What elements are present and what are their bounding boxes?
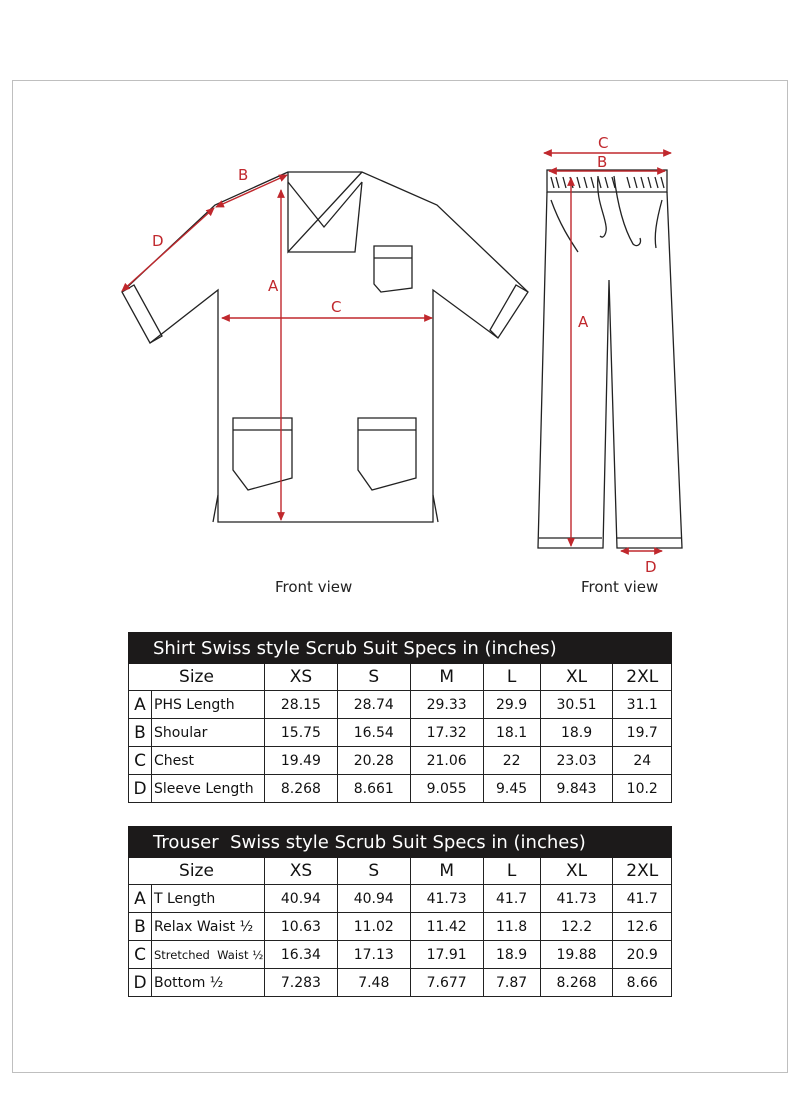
size-col: L [483, 858, 540, 885]
table-cell: 18.1 [483, 719, 540, 747]
trouser-label-a: A [578, 313, 589, 331]
table-cell: 16.34 [265, 941, 338, 969]
table-row [129, 719, 672, 747]
table-cell: 7.48 [337, 969, 410, 997]
table-cell: 15.75 [265, 719, 338, 747]
shirt-label-c: C [331, 298, 342, 316]
row-label: Chest [152, 747, 265, 775]
trouser-label-b: B [597, 153, 608, 171]
row-letter: B [129, 913, 152, 941]
table-cell: 7.677 [410, 969, 483, 997]
shirt-table-title: Shirt Swiss style Scrub Suit Specs in (inches) [129, 633, 672, 664]
table-cell: 22 [483, 747, 540, 775]
table-cell: 8.268 [265, 775, 338, 803]
table-cell: 28.74 [337, 691, 410, 719]
table-cell: 28.15 [265, 691, 338, 719]
row-label: Relax Waist ½ [152, 913, 265, 941]
size-col: XL [540, 664, 613, 691]
table-cell: 9.843 [540, 775, 613, 803]
table-cell: 11.02 [337, 913, 410, 941]
table-cell: 11.42 [410, 913, 483, 941]
trouser-label-d: D [645, 558, 657, 576]
table-cell: 11.8 [483, 913, 540, 941]
table-cell: 16.54 [337, 719, 410, 747]
size-col: 2XL [613, 664, 672, 691]
trouser-outline [538, 170, 682, 548]
shirt-caption: Front view [275, 578, 353, 596]
table-cell: 10.63 [265, 913, 338, 941]
table-cell: 19.7 [613, 719, 672, 747]
table-cell: 41.7 [613, 885, 672, 913]
shirt-label-d: D [152, 232, 164, 250]
table-cell: 23.03 [540, 747, 613, 775]
row-label: Shoular [152, 719, 265, 747]
table-cell: 41.73 [410, 885, 483, 913]
size-col: XS [265, 858, 338, 885]
table-cell: 41.7 [483, 885, 540, 913]
row-label: PHS Length [152, 691, 265, 719]
row-letter: C [129, 747, 152, 775]
table-cell: 12.2 [540, 913, 613, 941]
table-cell: 18.9 [540, 719, 613, 747]
row-label: Stretched Waist ½ [152, 941, 265, 969]
table-header-row [129, 664, 672, 691]
table-cell: 8.66 [613, 969, 672, 997]
size-col: S [337, 858, 410, 885]
table-header-row [129, 858, 672, 885]
table-cell: 17.91 [410, 941, 483, 969]
table-cell: 31.1 [613, 691, 672, 719]
size-col: XL [540, 858, 613, 885]
table-cell: 17.32 [410, 719, 483, 747]
size-header: Size [129, 664, 265, 691]
table-cell: 41.73 [540, 885, 613, 913]
size-col: S [337, 664, 410, 691]
size-header: Size [129, 858, 265, 885]
row-letter: B [129, 719, 152, 747]
size-col: M [410, 858, 483, 885]
table-row [129, 913, 672, 941]
row-label: T Length [152, 885, 265, 913]
table-cell: 30.51 [540, 691, 613, 719]
table-cell: 18.9 [483, 941, 540, 969]
size-col: XS [265, 664, 338, 691]
shirt-spec-table [128, 632, 672, 803]
row-letter: C [129, 941, 152, 969]
size-col: M [410, 664, 483, 691]
table-cell: 24 [613, 747, 672, 775]
table-cell: 8.268 [540, 969, 613, 997]
table-cell: 40.94 [265, 885, 338, 913]
size-col: L [483, 664, 540, 691]
table-cell: 12.6 [613, 913, 672, 941]
table-cell: 9.055 [410, 775, 483, 803]
table-row [129, 775, 672, 803]
table-cell: 19.49 [265, 747, 338, 775]
shirt-label-a: A [268, 277, 279, 295]
table-cell: 21.06 [410, 747, 483, 775]
size-col: 2XL [613, 858, 672, 885]
shirt-label-b: B [238, 166, 249, 184]
table-cell: 9.45 [483, 775, 540, 803]
trouser-table-title: Trouser Swiss style Scrub Suit Specs in (inches) [129, 827, 672, 858]
table-cell: 29.9 [483, 691, 540, 719]
shirt-measurement-lines [122, 175, 432, 520]
table-cell: 17.13 [337, 941, 410, 969]
row-letter: A [129, 691, 152, 719]
table-row [129, 747, 672, 775]
row-letter: D [129, 775, 152, 803]
row-letter: A [129, 885, 152, 913]
shirt-outline [122, 172, 528, 522]
table-row [129, 691, 672, 719]
table-cell: 8.661 [337, 775, 410, 803]
row-letter: D [129, 969, 152, 997]
table-cell: 10.2 [613, 775, 672, 803]
row-label: Sleeve Length [152, 775, 265, 803]
table-cell: 20.9 [613, 941, 672, 969]
table-cell: 7.283 [265, 969, 338, 997]
table-cell: 29.33 [410, 691, 483, 719]
table-cell: 7.87 [483, 969, 540, 997]
trouser-caption: Front view [581, 578, 659, 596]
table-cell: 20.28 [337, 747, 410, 775]
trouser-label-c: C [598, 134, 609, 152]
table-cell: 40.94 [337, 885, 410, 913]
row-label: Bottom ½ [152, 969, 265, 997]
table-row [129, 969, 672, 997]
trouser-spec-table [128, 826, 672, 997]
table-row [129, 941, 672, 969]
table-cell: 19.88 [540, 941, 613, 969]
table-row [129, 885, 672, 913]
